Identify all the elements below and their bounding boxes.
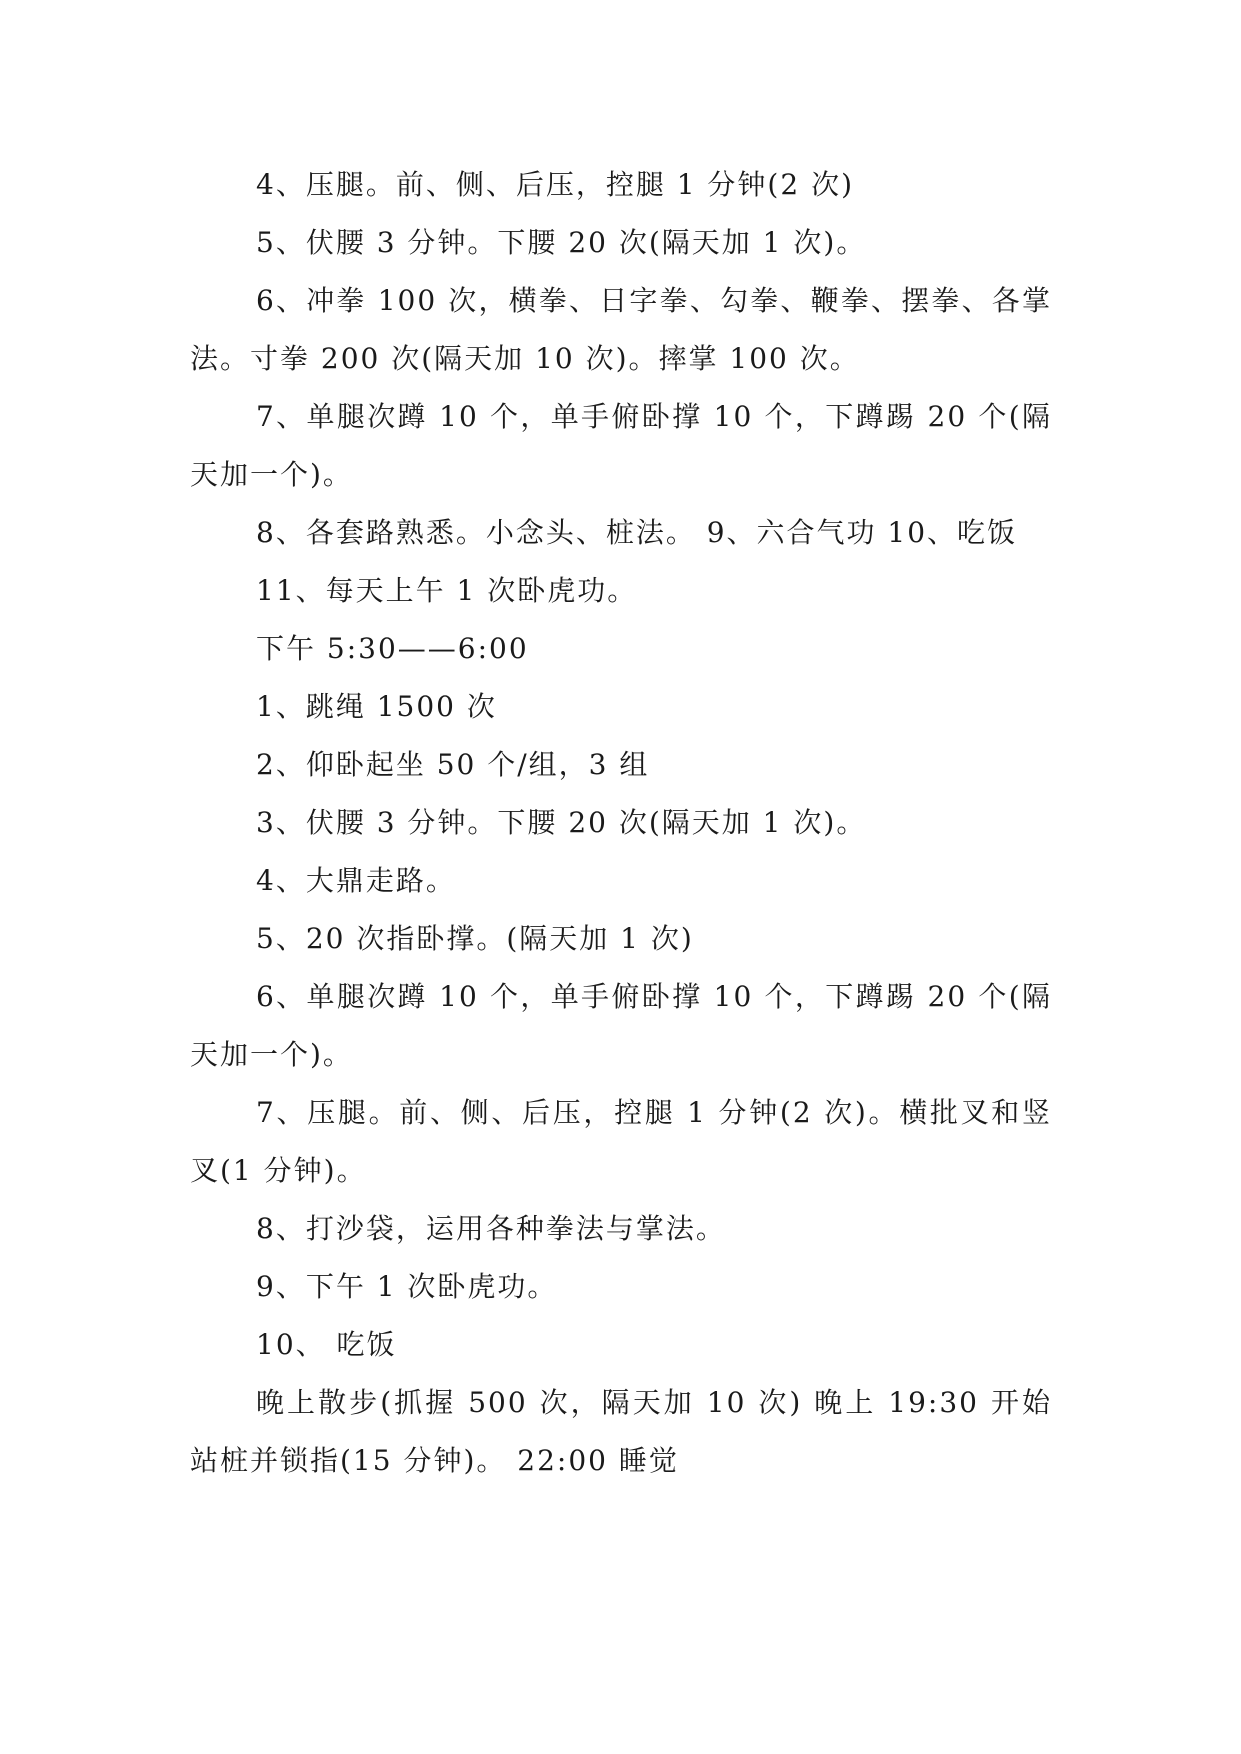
paragraph-16: 9、下午 1 次卧虎功。 (256, 1270, 558, 1303)
paragraph-14: 7、压腿。前、侧、后压，控腿 1 分钟(2 次)。横批叉和竖叉(1 分钟)。 (190, 1096, 1052, 1187)
paragraph-17: 10、 吃饭 (256, 1328, 397, 1361)
paragraph-6: 11、每天上午 1 次卧虎功。 (256, 574, 638, 607)
paragraph-3: 6、冲拳 100 次，横拳、日字拳、勾拳、鞭拳、摆拳、各掌法。寸拳 200 次(隔天加 10 次)。摔掌 100 次。 (190, 284, 1052, 375)
paragraph-11: 4、大鼎走路。 (256, 864, 456, 897)
paragraph-13: 6、单腿次蹲 10 个，单手俯卧撑 10 个，下蹲踢 20 个(隔天加一个)。 (190, 980, 1052, 1071)
paragraph-15: 8、打沙袋，运用各种拳法与掌法。 (256, 1212, 726, 1245)
paragraph-9: 2、仰卧起坐 50 个/组，3 组 (256, 748, 650, 781)
document-body (190, 156, 1052, 1490)
paragraph-8: 1、跳绳 1500 次 (256, 690, 497, 723)
paragraph-18: 晚上散步(抓握 500 次，隔天加 10 次) 晚上 19:30 开始站桩并锁指(15 分钟)。 22:00 睡觉 (190, 1386, 1052, 1477)
paragraph-2: 5、伏腰 3 分钟。下腰 20 次(隔天加 1 次)。 (256, 226, 867, 259)
paragraph-10: 3、伏腰 3 分钟。下腰 20 次(隔天加 1 次)。 (256, 806, 867, 839)
paragraph-1: 4、压腿。前、侧、后压，控腿 1 分钟(2 次) (256, 168, 854, 201)
paragraph-12: 5、20 次指卧撑。(隔天加 1 次) (256, 922, 694, 955)
paragraph-7: 下午 5:30——6:00 (256, 632, 529, 665)
paragraph-4: 7、单腿次蹲 10 个，单手俯卧撑 10 个，下蹲踢 20 个(隔天加一个)。 (190, 400, 1052, 491)
paragraph-5: 8、各套路熟悉。小念头、桩法。 9、六合气功 10、吃饭 (256, 516, 1018, 549)
